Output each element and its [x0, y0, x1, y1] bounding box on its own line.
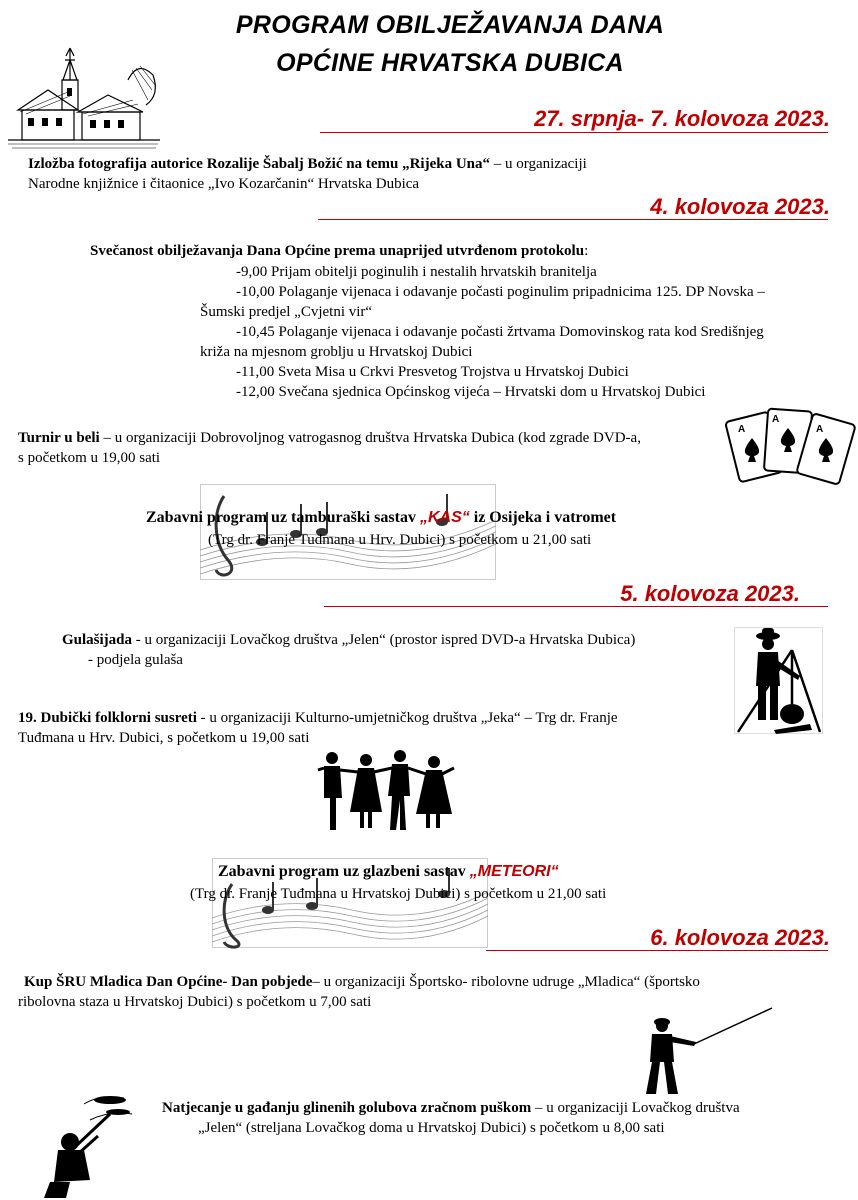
- folklore-organizer: - u organizaciji Kulturno-umjetničkog društva „Jeka“ – Trg dr. Franje: [196, 710, 618, 726]
- ceremony-heading-text: Svečanost obilježavanja Dana Općine prema unaprijed utvrđenom protokolu: [90, 243, 585, 259]
- date-heading-2: 4. kolovoza 2023.: [650, 194, 830, 219]
- svg-text:A: A: [816, 424, 824, 435]
- folklore-time: Tuđmana u Hrv. Dubici, s početkom u 19,00 sati: [18, 730, 310, 746]
- fishing-cup-time: ribolovna staza u Hrvatskoj Dubici) s početkom u 7,00 sati: [18, 994, 372, 1010]
- goulash-event: [62, 630, 635, 670]
- ceremony-colon: :: [584, 243, 589, 259]
- card-tournament-time: s početkom u 19,00 sati: [18, 450, 161, 466]
- clay-shooter-icon: [40, 1090, 140, 1200]
- clay-shooting-event: [162, 1098, 740, 1138]
- date-rule-1: [320, 132, 828, 133]
- goulash-organizer: - u organizaciji Lovačkog društva „Jelen“ (prostor ispred DVD-a Hrvatska Dubica): [132, 632, 636, 648]
- card-tournament-title: Turnir u beli: [18, 430, 100, 446]
- schedule-line: -10,45 Polaganje vijenaca i odavanje počasti žrtvama Domovinskog rata kod Središnjeg: [236, 324, 764, 340]
- schedule-line: -12,00 Svečana sjednica Općinskog vijeća – Hrvatski dom u Hrvatskoj Dubici: [236, 384, 706, 400]
- schedule-line: -11,00 Sveta Misa u Crkvi Presvetog Trojstva u Hrvatskoj Dubici: [236, 364, 629, 380]
- meteori-band-name: „METEORI“: [469, 863, 559, 880]
- ceremony-schedule: [200, 262, 765, 402]
- svg-text:A: A: [738, 424, 746, 435]
- folklore-title: 19. Dubički folklorni susreti: [18, 710, 197, 726]
- svg-text:A: A: [772, 414, 780, 425]
- fishing-cup-organizer: – u organizaciji Športsko- ribolovne udruge „Mladica“ (športsko: [312, 974, 700, 990]
- card-tournament-organizer: – u organizaciji Dobrovoljnog vatrogasnog društva Hrvatska Dubica (kod zgrade DVD-a,: [99, 430, 641, 446]
- schedule-line: -10,00 Polaganje vijenaca i odavanje počasti poginulim pripadnicima 125. DP Novska –: [236, 284, 765, 300]
- date-heading-4: 6. kolovoza 2023.: [650, 925, 830, 950]
- goulash-distribution: - podjela gulaša: [88, 652, 183, 668]
- date-heading-3: 5. kolovoza 2023.: [620, 581, 800, 606]
- meteori-event-title: Zabavni program uz glazbeni sastav: [218, 863, 470, 880]
- kas-event-location: iz Osijeka i vatromet: [469, 509, 617, 526]
- exhibition-event: [28, 154, 587, 194]
- meteori-event-time: (Trg dr. Franje Tuđmana u Hrvatskoj Dubici) s početkom u 21,00 sati: [190, 886, 607, 902]
- goulash-title: Gulašijada: [62, 632, 133, 648]
- meteori-event-line1: [218, 862, 559, 882]
- folk-dancers-icon: [316, 748, 456, 834]
- village-sketch-icon: [8, 40, 160, 150]
- kas-event-line1: [146, 508, 616, 528]
- date-heading-1: 27. srpnja- 7. kolovoza 2023.: [534, 106, 830, 131]
- page-title-line-2: OPĆINE HRVATSKA DUBICA: [276, 49, 624, 77]
- schedule-line: Šumski predjel „Cvjetni vir“: [200, 304, 373, 320]
- schedule-line: križa na mjesnom groblju u Hrvatskoj Dubici: [200, 344, 473, 360]
- exhibition-title: Izložba fotografija autorice Rozalije Šabalj Božić na temu „Rijeka Una“: [28, 156, 491, 172]
- card-tournament-event: [18, 428, 641, 468]
- clay-shooting-title: Natjecanje u gađanju glinenih golubova zračnom puškom: [162, 1100, 532, 1116]
- exhibition-organizer-1: – u organizaciji: [490, 156, 587, 172]
- clay-shooting-time: „Jelen“ (streljana Lovačkog doma u Hrvatskoj Dubici) s početkom u 8,00 sati: [198, 1120, 665, 1136]
- fisherman-icon: [636, 1006, 774, 1096]
- cook-over-fire-icon: [734, 624, 826, 736]
- page-title-line-1: PROGRAM OBILJEŽAVANJA DANA: [235, 11, 665, 39]
- fishing-cup-title: Kup ŠRU Mladica Dan Općine- Dan pobjede: [24, 974, 313, 990]
- fishing-cup-event: [18, 972, 700, 1012]
- kas-event-time: (Trg dr. Franje Tuđmana u Hrv. Dubici) s početkom u 21,00 sati: [208, 532, 592, 548]
- exhibition-organizer-2: Narodne knjižnice i čitaonice „Ivo Kozarčanin“ Hrvatska Dubica: [28, 176, 420, 192]
- playing-cards-icon: [724, 404, 850, 486]
- clay-shooting-organizer: – u organizaciji Lovačkog društva: [531, 1100, 740, 1116]
- folklore-event: [18, 708, 618, 748]
- schedule-line: -9,00 Prijam obitelji poginulih i nestalih hrvatskih branitelja: [236, 264, 597, 280]
- kas-band-name: „KAS“: [419, 509, 470, 526]
- kas-event-title: Zabavni program uz tamburaški sastav: [146, 509, 420, 526]
- ceremony-heading: [90, 241, 588, 261]
